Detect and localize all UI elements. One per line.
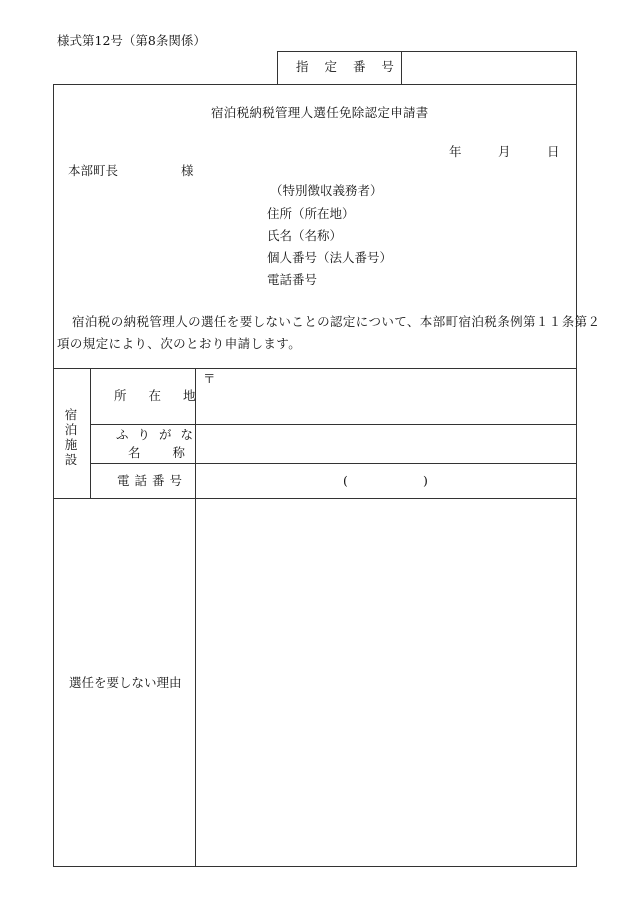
date-year-label: 年 <box>449 144 462 159</box>
facility-phone-field[interactable] <box>197 465 575 497</box>
facility-name-label: 名 称 <box>128 445 199 460</box>
applicant-id-label: 個人番号（法人番号） <box>267 250 393 265</box>
divider <box>576 51 577 866</box>
facility-location-label: 所 在 地 <box>114 388 205 403</box>
divider <box>401 51 402 84</box>
divider <box>53 866 577 867</box>
phone-paren-close: ) <box>423 473 428 488</box>
form-title: 宿泊税納税管理人選任免除認定申請書 <box>211 105 429 120</box>
applicant-role: （特別徴収義務者） <box>270 183 383 198</box>
designated-number-label: 指 定 番 号 <box>296 59 400 74</box>
divider <box>53 498 577 499</box>
applicant-name-label: 氏名（名称） <box>267 228 343 243</box>
phone-paren-open: ( <box>343 473 348 488</box>
form-number: 様式第12号（第8条関係） <box>57 33 206 48</box>
divider <box>277 51 577 52</box>
addressee-honorific: 様 <box>181 163 194 178</box>
divider <box>90 424 577 425</box>
applicant-phone-label: 電話番号 <box>267 272 318 287</box>
applicant-address-label: 住所（所在地） <box>267 206 355 221</box>
body-text-line-2: 項の規定により、次のとおり申請します。 <box>57 336 302 351</box>
facility-phone-label: 電話番号 <box>117 473 188 488</box>
designated-number-field[interactable] <box>403 53 575 82</box>
divider <box>53 368 577 369</box>
divider <box>195 368 196 866</box>
divider <box>53 84 54 866</box>
addressee-name: 本部町長 <box>68 163 119 178</box>
body-text-line-1: 宿泊税の納税管理人の選任を要しないことの認定について、本部町宿泊税条例第１１条第２ <box>72 314 601 329</box>
facility-name-field[interactable] <box>197 426 575 462</box>
postal-mark: 〒 <box>203 371 216 386</box>
divider <box>53 84 577 85</box>
divider <box>90 368 91 498</box>
facility-group-label: 宿泊施設 <box>64 407 78 467</box>
divider <box>90 463 577 464</box>
reason-field[interactable] <box>197 500 575 864</box>
divider <box>277 51 278 84</box>
date-day-label: 日 <box>547 144 560 159</box>
facility-location-field[interactable] <box>197 370 575 423</box>
facility-furigana-label: ふりがな <box>116 427 203 442</box>
reason-label: 選任を要しない理由 <box>69 675 182 690</box>
date-month-label: 月 <box>498 144 511 159</box>
